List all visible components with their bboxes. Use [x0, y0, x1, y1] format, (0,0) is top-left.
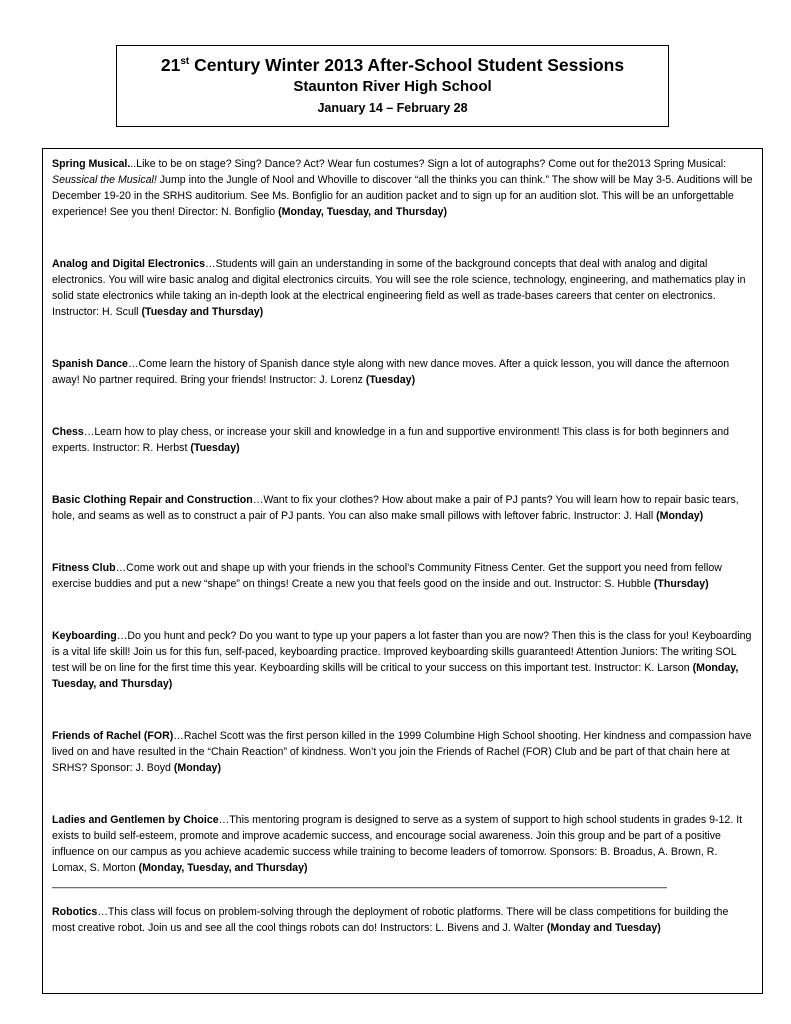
- header-box: [116, 45, 669, 127]
- divider-line: ____________________________________________________________________________________________________________: [52, 877, 667, 889]
- session-name: Spanish Dance: [52, 358, 128, 370]
- page-title: 21st Century Winter 2013 After-School Student Sessions: [160, 55, 625, 75]
- session-analog-digital-electronics: Analog and Digital Electronics…Students will gain an understanding in some of the background concepts that deal with analog and digital electronics. You will wire basic analog and digital electronics circuits. You will see the role science, technology, engineering, and mathematics play in solid state electronics while taking an in-depth look at the electrical engineering field as well as trade-bases careers that center on electronics. Instructor: H. Scull (Tuesday and Thursday): [52, 258, 746, 318]
- show-title: Seussical the Musical!: [52, 174, 157, 186]
- session-schedule: (Tuesday and Thursday): [141, 306, 264, 318]
- session-schedule: (Monday, Tuesday, and Thursday): [278, 206, 448, 218]
- session-chess: Chess…Learn how to play chess, or increase your skill and knowledge in a fun and supportive environment! This class is for both beginners and experts. Instructor: R. Herbst (Tuesday): [52, 426, 730, 454]
- session-name: Fitness Club: [52, 562, 116, 574]
- sessions-list: [42, 148, 763, 994]
- session-name: Analog and Digital Electronics: [52, 258, 206, 270]
- session-schedule: (Thursday): [653, 578, 709, 590]
- session-name: Spring Musical.: [52, 158, 131, 170]
- session-name: Chess: [52, 426, 84, 438]
- session-name: Keyboarding: [52, 630, 117, 642]
- session-schedule: (Monday): [173, 762, 221, 774]
- session-spring-musical: Spring Musical...Like to be on stage? Sing? Dance? Act? Wear fun costumes? Sign a lot of autographs? Come out for the2013 Spring Musical: Seussical the Musical! Jump into the Jungle of Nool and Whoville to discover “all the thinks you can think.” The show will be May 3-5. Auditions will be December 19-20 in the SRHS auditorium. See Ms. Bonfiglio for an audition packet and to sign up for an audition slot. This will be an unforgettable experience! See you then! Director: N. Bonfiglio (Monday, Tuesday, and Thursday): [52, 158, 753, 218]
- school-name: Staunton River High School: [293, 78, 492, 95]
- session-clothing-repair: Basic Clothing Repair and Construction…Want to fix your clothes? How about make a pair of PJ pants? You will learn how to repair basic tears, hole, and seams as well as to construct a pair of PJ pants. You can also make small pillows with leftover fabric. Instructor: J. Hall (Monday): [52, 494, 739, 522]
- session-fitness-club: Fitness Club…Come work out and shape up with your friends in the school’s Community Fitness Center. Get the support you need from fellow exercise buddies and put a new “shape” on things! Create a new you that feels good on the inside and out. Instructor: S. Hubble (Thursday): [52, 562, 722, 590]
- session-ladies-gentlemen: Ladies and Gentlemen by Choice…This mentoring program is designed to serve as a system of support to high school students in grades 9-12. It exists to build self-esteem, promote and improve academic success, and encourage social awareness. Join this group and be part of a positive influence on our campus as you achieve academic success while training to become leaders of tomorrow. Sponsors: B. Broadus, A. Brown, R. Lomax, S. Morton (Monday, Tuesday, and Thursday): [52, 814, 743, 874]
- session-schedule: (Tuesday): [365, 374, 416, 386]
- session-name: Robotics: [52, 906, 98, 918]
- session-name: Friends of Rachel (FOR): [52, 730, 174, 742]
- session-robotics: Robotics…This class will focus on problem-solving through the deployment of robotic platforms. There will be class competitions for building the most creative robot. Join us and see all the cool things robots can do! Instructors: L. Bivens and J. Walter (Monday and Tuesday): [52, 906, 729, 934]
- session-spanish-dance: Spanish Dance…Come learn the history of Spanish dance style along with new dance moves. After a quick lesson, you will dance the afternoon away! No partner required. Bring your friends! Instructor: J. Lorenz (Tuesday): [52, 358, 730, 386]
- session-name: Ladies and Gentlemen by Choice: [52, 814, 219, 826]
- session-friends-of-rachel: Friends of Rachel (FOR)…Rachel Scott was the first person killed in the 1999 Columbine High School shooting. Her kindness and compassion have lived on and have resulted in the “Chain Reaction” of kindness. Won’t you join the Friends of Rachel (FOR) Club and be part of that chain here at SRHS? Sponsor: J. Boyd (Monday): [52, 730, 752, 774]
- session-keyboarding: Keyboarding…Do you hunt and peck? Do you want to type up your papers a lot faster than you are now? Then this is the class for you! Keyboarding is a vital life skill! Join us for this fun, self-paced, keyboarding practice. Improved keyboarding skills guaranteed! Attention Juniors: The writing SOL test will be on line for the first time this year. Keyboarding skills will be critical to your success on this important test. Instructor: K. Larson (Monday, Tuesday, and Thursday): [52, 630, 752, 690]
- session-schedule: (Monday, Tuesday, and Thursday): [138, 862, 308, 874]
- session-schedule: (Monday, Tuesday, and Thursday): [52, 662, 739, 690]
- session-schedule: (Monday and Tuesday): [546, 922, 661, 934]
- session-schedule: (Monday): [656, 510, 704, 522]
- session-dates: January 14 – February 28: [317, 101, 468, 115]
- session-name: Basic Clothing Repair and Construction: [52, 494, 253, 506]
- session-schedule: (Tuesday): [190, 442, 240, 454]
